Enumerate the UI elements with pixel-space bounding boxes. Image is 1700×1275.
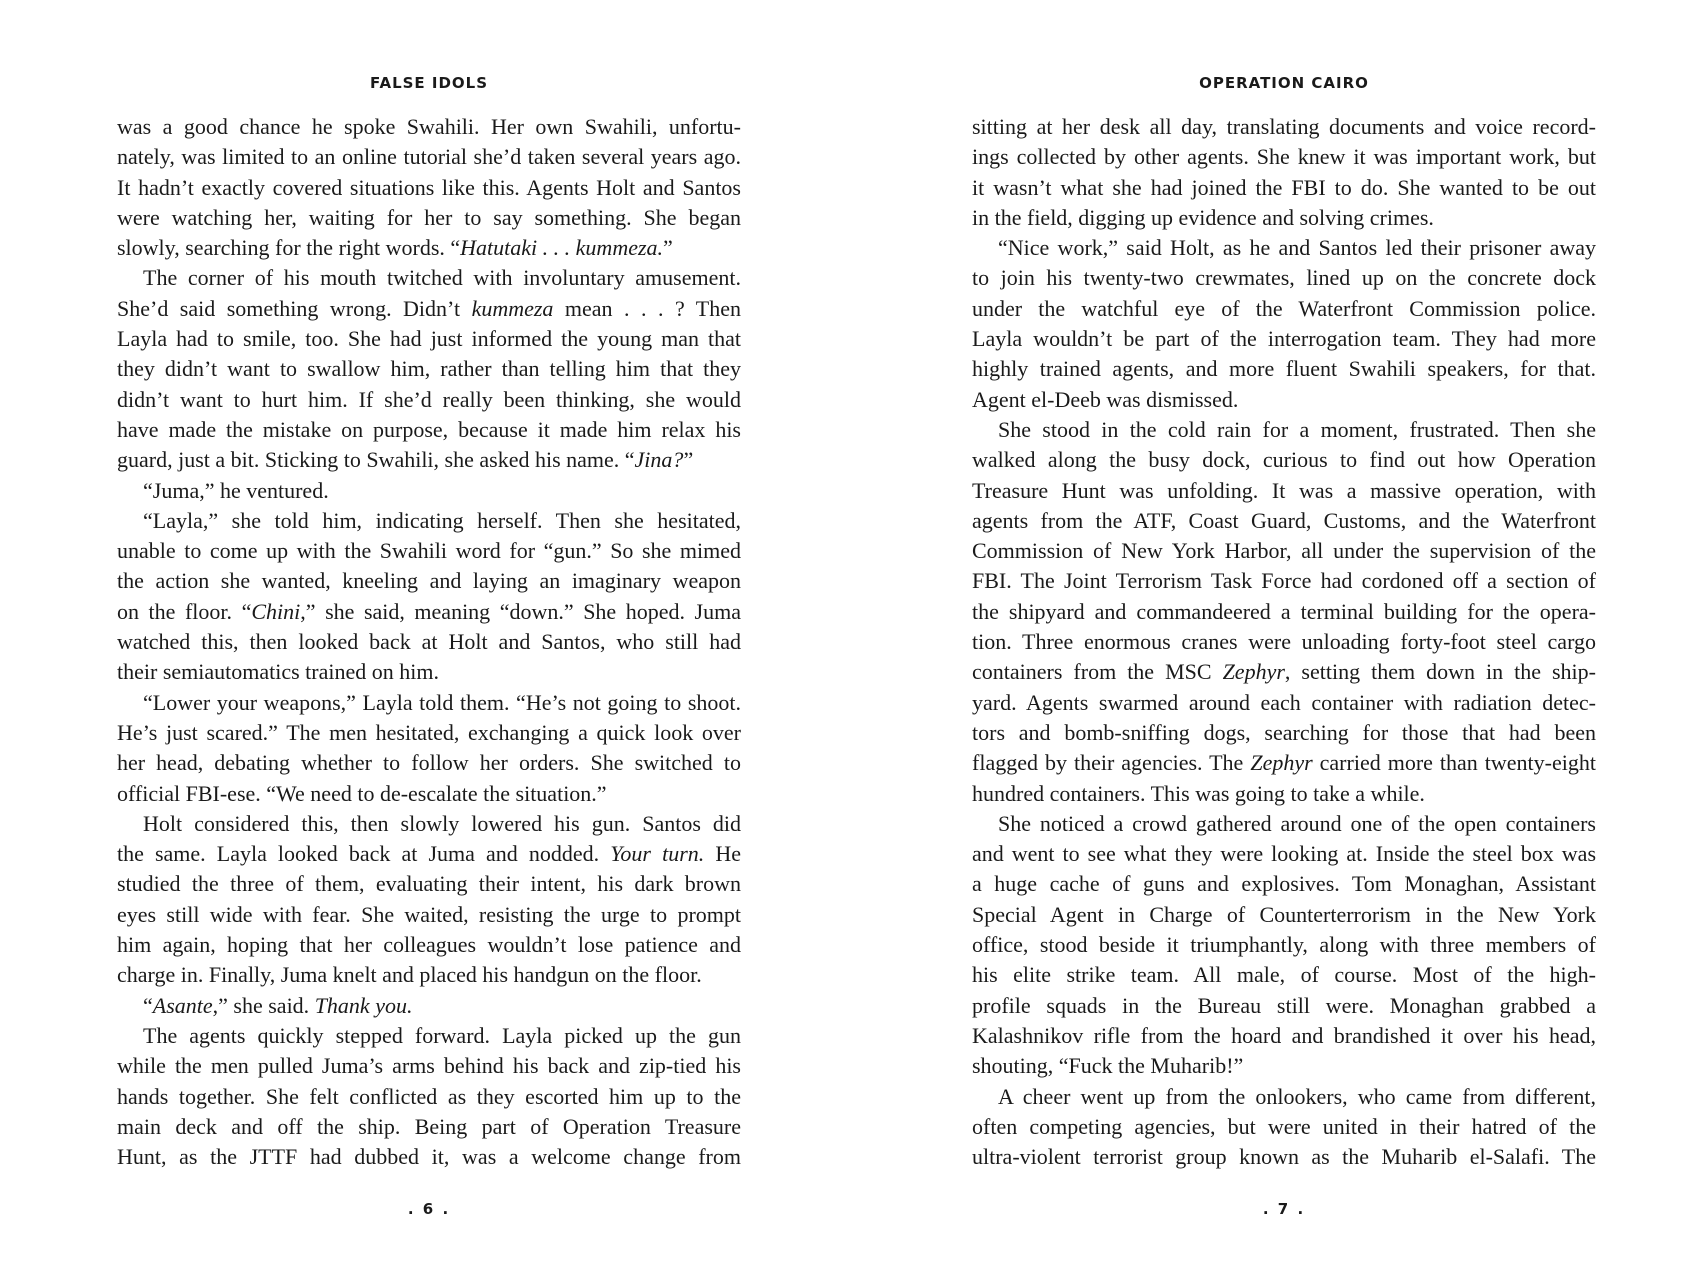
running-head-right: OPERATION CAIRO [1199,74,1369,92]
text-line: studied the three of them, evaluating their intent, his dark brown [117,871,741,897]
text-line: Holt considered this, then slowly lowered his gun. Santos did [143,810,741,836]
text-line: nately, was limited to an online tutorial she’d taken several years ago. [117,144,741,170]
text-line: highly trained agents, and more fluent Swahili speakers, for that. [972,356,1596,382]
text-line: yard. Agents swarmed around each container with radiation detec- [972,689,1596,715]
text-line: “Lower your weapons,” Layla told them. “He’s not going to shoot. [143,689,741,715]
text-line: the shipyard and commandeered a terminal building for the opera- [972,598,1596,624]
text-line: eyes still wide with fear. She waited, resisting the urge to prompt [117,901,741,927]
text-line: guard, just a bit. Sticking to Swahili, she asked his name. “Jina?” [117,447,694,473]
text-line: his elite strike team. All male, of course. Most of the high- [972,962,1596,988]
text-line: and went to see what they were looking at. Inside the steel box was [972,841,1596,867]
text-line: Treasure Hunt was unfolding. It was a massive operation, with [972,477,1596,503]
text-line: containers from the MSC Zephyr, setting them down in the ship- [972,659,1596,685]
text-line: Agent el-Deeb was dismissed. [972,386,1239,412]
text-line: She stood in the cold rain for a moment, frustrated. Then she [998,416,1596,442]
text-line: have made the mistake on purpose, because it made him relax his [117,416,741,442]
text-line: ings collected by other agents. She knew it was important work, but [972,144,1596,170]
text-line: their semiautomatics trained on him. [117,659,439,685]
text-line: while the men pulled Juma’s arms behind his back and zip-tied his [117,1053,741,1079]
text-line: hands together. She felt conflicted as they escorted him up to the [117,1083,741,1109]
text-line: it wasn’t what she had joined the FBI to do. She wanted to be out [972,174,1596,200]
text-line: the same. Layla looked back at Juma and nodded. Your turn. He [117,841,742,867]
text-line: Commission of New York Harbor, all under the supervision of the [972,538,1596,564]
text-line: walked along the busy dock, curious to find out how Operation [972,447,1596,473]
text-line: on the floor. “Chini,” she said, meaning “down.” She hoped. Juma [117,598,741,624]
text-line: tion. Three enormous cranes were unloading forty-foot steel cargo [972,629,1596,655]
body-text-left [117,112,741,1172]
body-text-right [972,112,1596,1172]
text-line: Layla wouldn’t be part of the interrogation team. They had more [972,326,1596,352]
text-line: agents from the ATF, Coast Guard, Customs, and the Waterfront [972,507,1596,533]
text-line: to join his twenty-two crewmates, lined up on the concrete dock [972,265,1596,291]
text-line: ultra-violent terrorist group known as the Muharib el-Salafi. The [972,1144,1596,1170]
text-line: unable to come up with the Swahili word for “gun.” So she mimed [117,538,741,564]
text-line: didn’t want to hurt him. If she’d really been thinking, she would [117,386,741,412]
text-line: “Asante,” she said. Thank you. [143,992,413,1018]
text-line: “Juma,” he ventured. [143,477,329,503]
text-line: was a good chance he spoke Swahili. Her own Swahili, unfortu- [117,114,741,139]
text-line: She noticed a crowd gathered around one of the open containers [998,810,1596,836]
text-line: profile squads in the Bureau still were. Monaghan grabbed a [972,992,1596,1018]
text-line: flagged by their agencies. The Zephyr carried more than twenty-eight [972,750,1596,776]
text-line: It hadn’t exactly covered situations like this. Agents Holt and Santos [117,174,741,200]
text-line: her head, debating whether to follow her orders. She switched to [117,750,741,776]
text-line: they didn’t want to swallow him, rather than telling him that they [117,356,741,382]
text-line: tors and bomb-sniffing dogs, searching for those that had been [972,719,1596,745]
text-line: a huge cache of guns and explosives. Tom Monaghan, Assistant [972,871,1596,897]
text-line: hundred containers. This was going to take a while. [972,780,1425,806]
right-page [850,0,1700,1275]
text-line: “Layla,” she told him, indicating herself. Then she hesitated, [143,507,741,533]
text-line: “Nice work,” said Holt, as he and Santos led their prisoner away [998,235,1596,261]
text-line: Hunt, as the JTTF had dubbed it, was a welcome change from [117,1144,741,1170]
text-line: charge in. Finally, Juma knelt and placed his handgun on the floor. [117,962,702,988]
page-number-left: . 6 . [407,1200,451,1218]
text-line: The agents quickly stepped forward. Layla picked up the gun [143,1022,741,1048]
text-line: under the watchful eye of the Waterfront Commission police. [972,295,1596,321]
text-line: shouting, “Fuck the Muharib!” [972,1053,1244,1079]
text-line: often competing agencies, but were united in their hatred of the [972,1113,1596,1139]
text-line: in the field, digging up evidence and solving crimes. [972,204,1434,230]
text-line: Kalashnikov rifle from the hoard and brandished it over his head, [972,1022,1596,1048]
text-line: The corner of his mouth twitched with involuntary amusement. [143,265,741,291]
text-line: office, stood beside it triumphantly, along with three members of [972,932,1596,958]
text-line: He’s just scared.” The men hesitated, exchanging a quick look over [117,719,741,745]
text-line: A cheer went up from the onlookers, who came from different, [998,1083,1596,1109]
text-line: Special Agent in Charge of Counterterrorism in the New York [972,901,1596,927]
text-line: sitting at her desk all day, translating documents and voice record- [972,114,1596,139]
text-line: the action she wanted, kneeling and laying an imaginary weapon [117,568,741,594]
running-head-left: FALSE IDOLS [369,74,489,92]
text-line: Layla had to smile, too. She had just informed the young man that [117,326,741,352]
text-line: were watching her, waiting for her to say something. She began [117,204,741,230]
text-line: main deck and off the ship. Being part of Operation Treasure [117,1113,741,1139]
text-line: official FBI-ese. “We need to de-escalate the situation.” [117,780,607,806]
text-line: She’d said something wrong. Didn’t kummeza mean . . . ? Then [117,295,741,321]
page-number-right: . 7 . [1262,1200,1306,1218]
text-line: slowly, searching for the right words. “Hatutaki . . . kummeza.” [117,235,673,261]
text-line: watched this, then looked back at Holt and Santos, who still had [117,629,741,655]
text-line: FBI. The Joint Terrorism Task Force had cordoned off a section of [972,568,1596,594]
text-line: him again, hoping that her colleagues wouldn’t lose patience and [117,932,741,958]
